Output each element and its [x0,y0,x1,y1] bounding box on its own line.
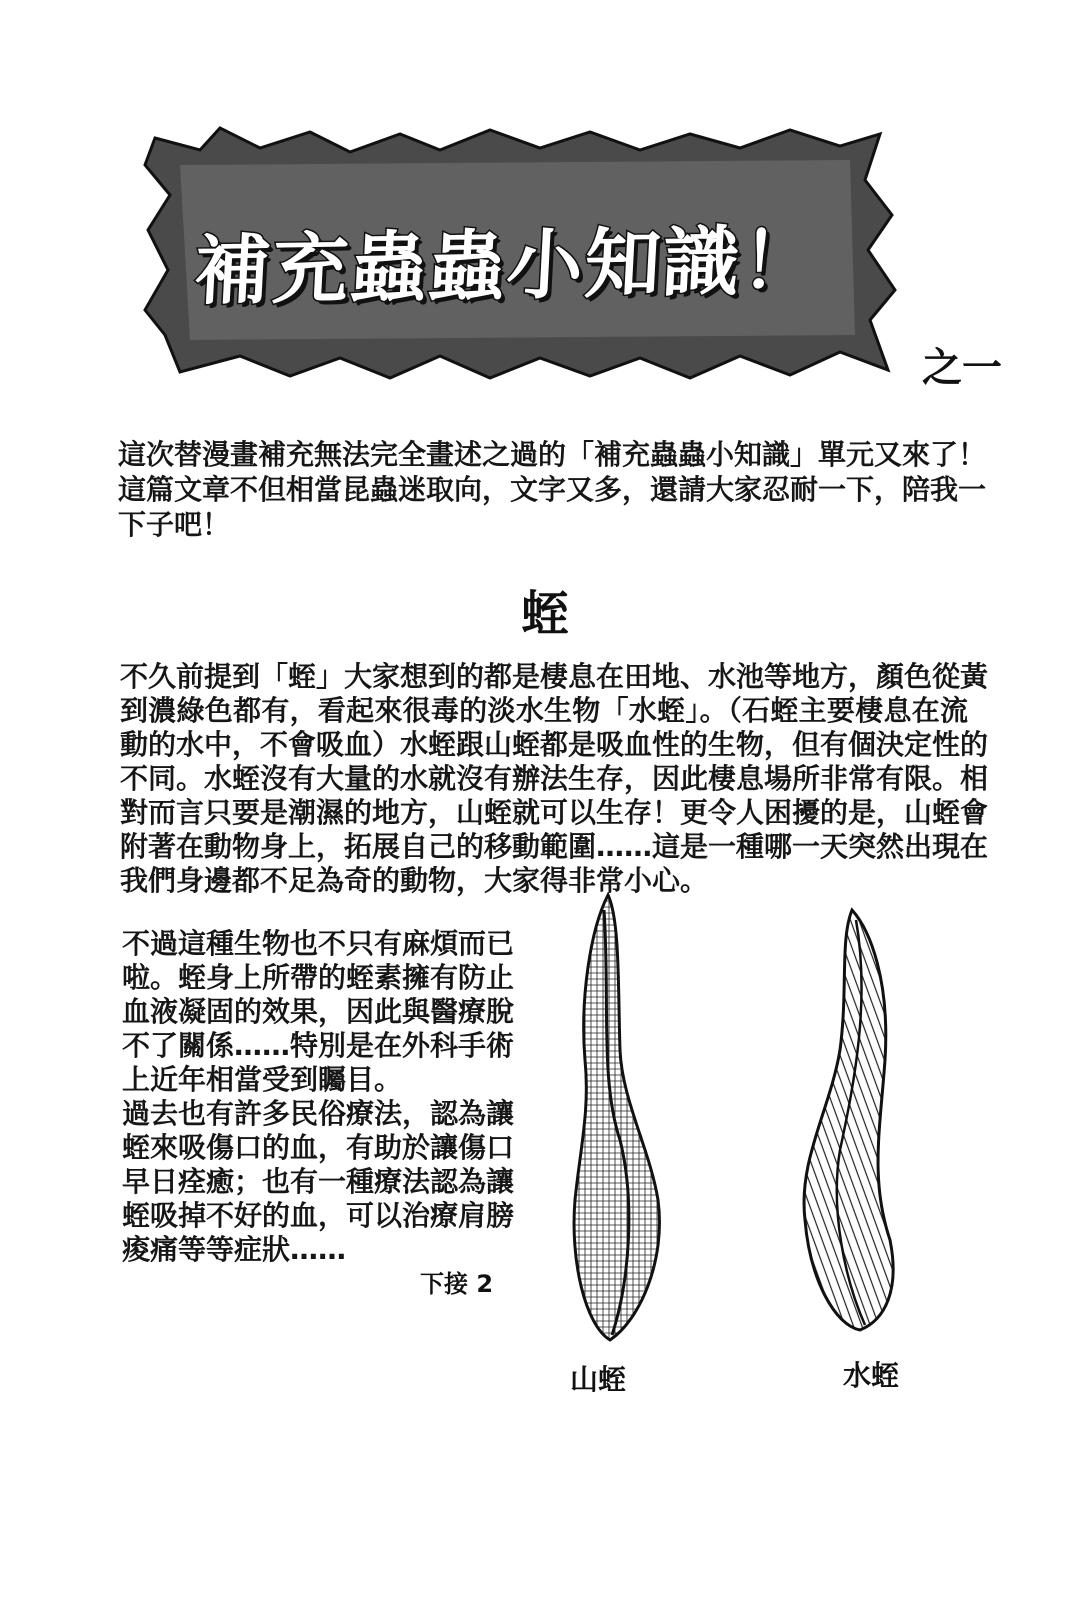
text-line: 上近年相當受到矚目。 [122,1063,403,1096]
text-line: 蛭吸掉不好的血，可以治療肩膀 [122,1199,515,1232]
text-line: 蛭來吸傷口的血，有助於讓傷口 [122,1131,515,1164]
text-line: 這次替漫畫補充無法完全畫述之過的「補充蟲蟲小知識」單元又來了！ [118,438,987,471]
text-line: 到濃綠色都有，看起來很毒的淡水生物「水蛭」。（石蛭主要棲息在流 [120,694,968,727]
section-title: 蛭 [520,586,569,642]
text-line: 不久前提到「蛭」大家想到的都是棲息在田地、水池等地方，顏色從黃 [120,660,989,693]
part-number: 之一 [922,345,1002,391]
leech-illustrations [540,880,960,1360]
text-line: 啦。蛭身上所帶的蛭素擁有防止 [122,961,515,994]
text-line: 動的水中，不會吸血）水蛭跟山蛭都是吸血性的生物，但有個決定性的 [120,728,989,761]
mountain-leech-drawing [574,895,659,1340]
text-line: 早日痊癒；也有一種療法認為讓 [122,1165,515,1198]
text-line: 下子吧！ [118,508,231,541]
text-line: 附著在動物身上，拓展自己的移動範圍……這是一種哪一天突然出現在 [120,830,989,863]
mountain-leech-label: 山蛭 [570,1363,627,1396]
text-line: 血液凝固的效果，因此與醫療脫 [122,995,515,1028]
text-line: 痠痛等等症狀…… [122,1233,347,1266]
banner-title: 補充蟲蟲小知識！ [192,215,822,316]
water-leech-drawing [804,910,893,1330]
text-line: 我們身邊都不足為奇的動物，大家得非常小心。 [120,864,709,897]
water-leech-label: 水蛭 [843,1359,900,1392]
text-line: 不同。水蛭沒有大量的水就沒有辦法生存，因此棲息場所非常有限。相 [120,762,989,795]
text-line: 不了關係……特別是在外科手術 [122,1029,515,1062]
text-line: 不過這種生物也不只有麻煩而已 [122,927,515,960]
continued-note: 下接 2 [420,1270,494,1298]
text-line: 對而言只要是潮濕的地方，山蛭就可以生存！更令人困擾的是，山蛭會 [120,796,989,829]
text-line: 這篇文章不但相當昆蟲迷取向，文字又多，還請大家忍耐一下，陪我一 [118,473,987,506]
text-line: 過去也有許多民俗療法，認為讓 [122,1097,515,1130]
